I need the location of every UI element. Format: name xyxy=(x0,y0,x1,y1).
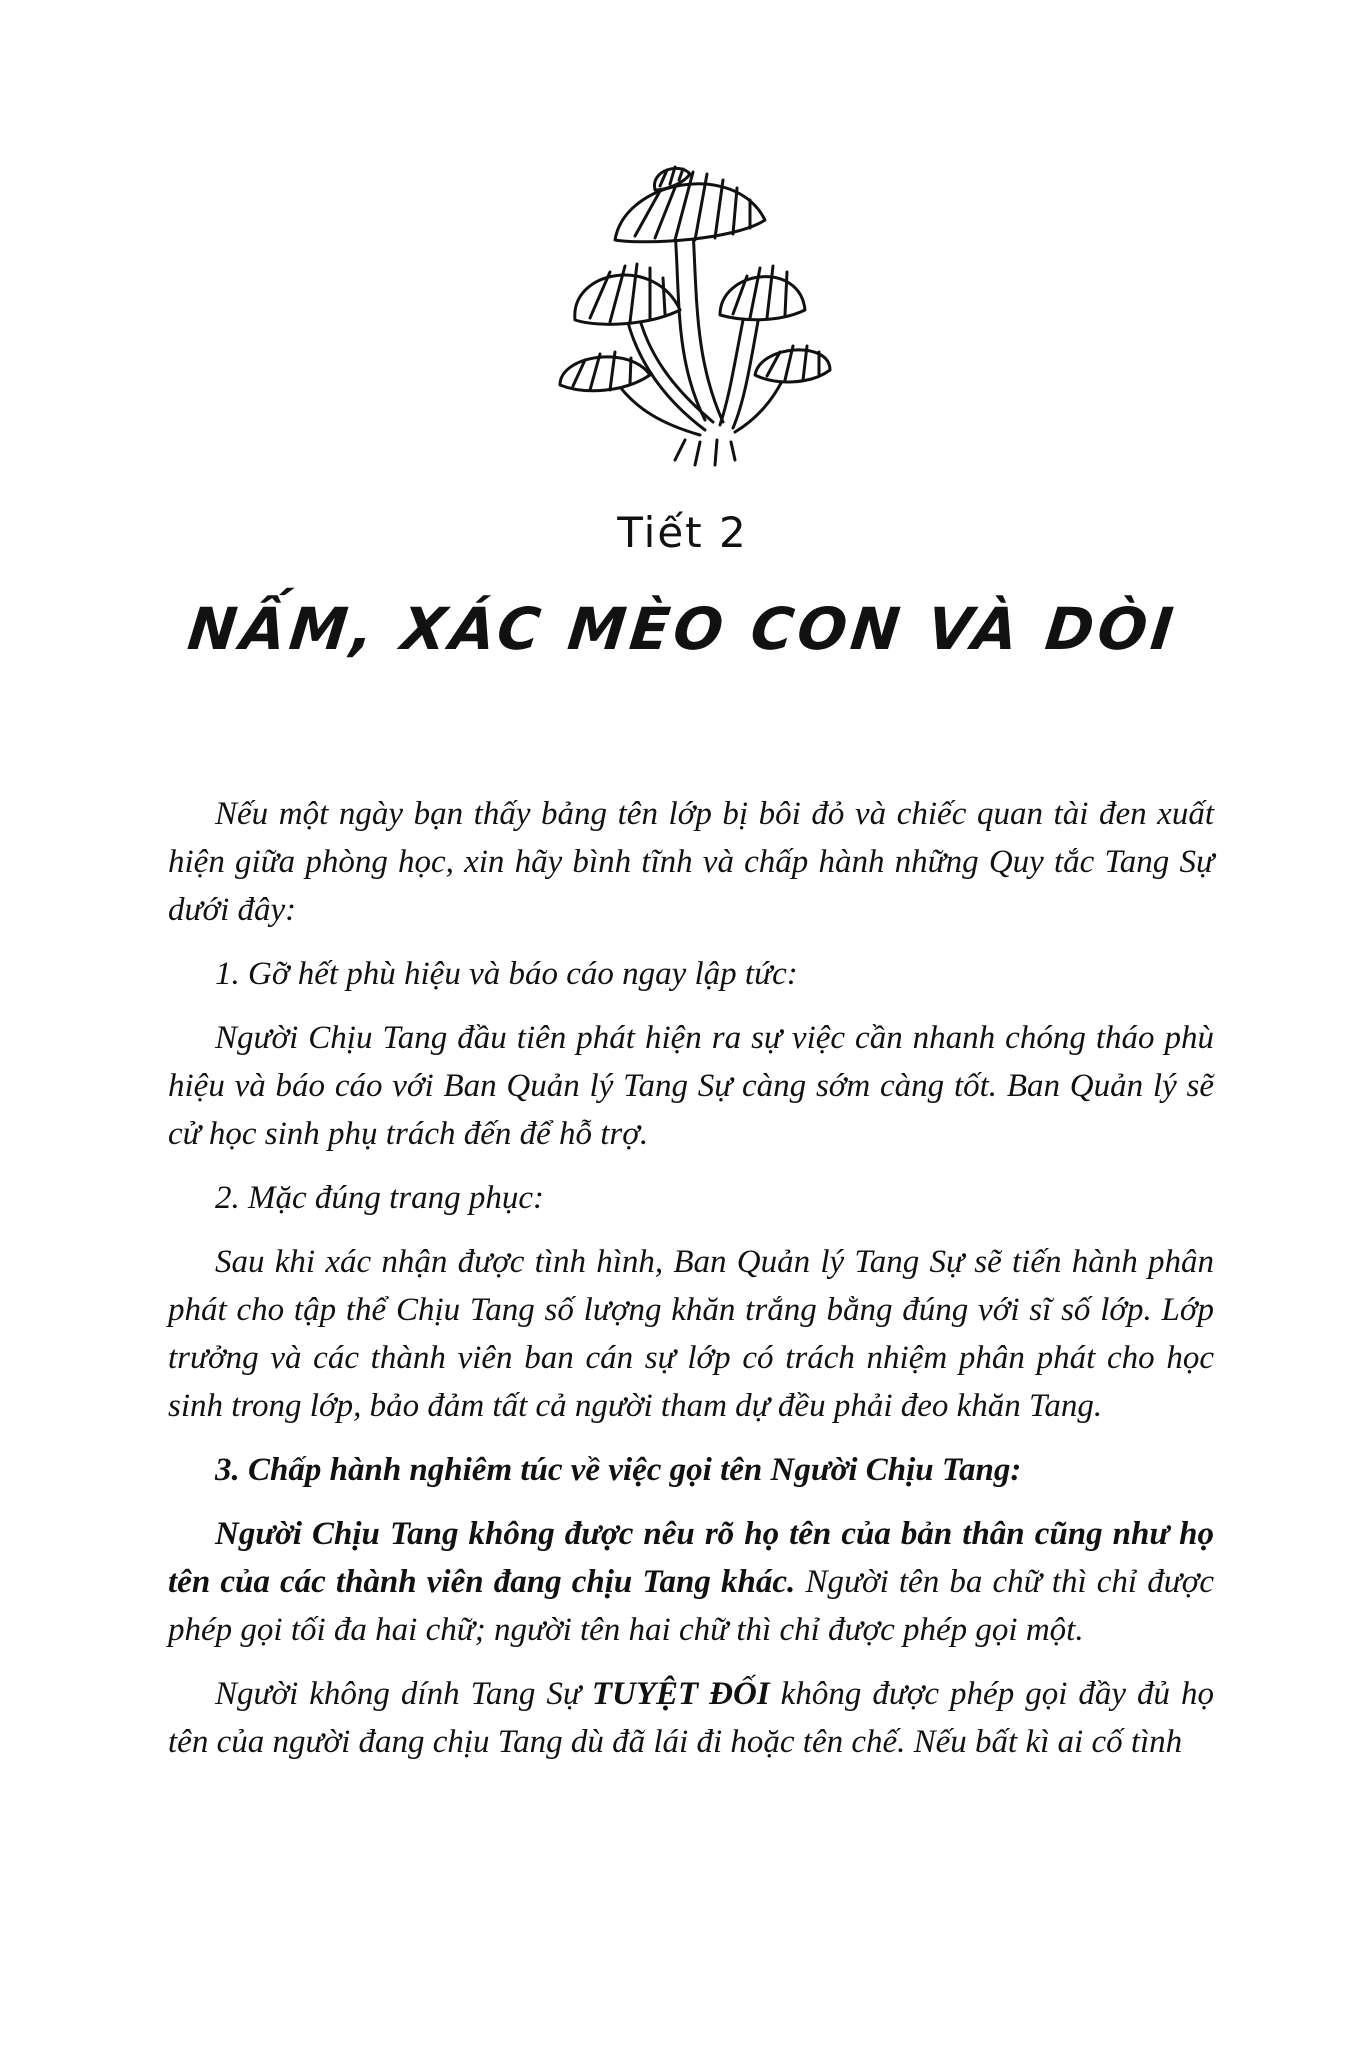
chapter-title: NẤM, XÁC MÈO CON VÀ DÒI xyxy=(184,595,1181,663)
rule3-heading: 3. Chấp hành nghiêm túc về việc gọi tên Người Chịu Tang: xyxy=(215,1452,1022,1488)
rule1-heading: 1. Gỡ hết phù hiệu và báo cáo ngay lập tức: xyxy=(215,956,798,992)
rule3-rest-text: Người tên ba chữ thì chỉ được phép gọi tối đa hai chữ; người tên hai chữ thì chỉ được phép gọi một. xyxy=(168,1564,1214,1648)
chapter-label: Tiết 2 xyxy=(617,508,748,557)
rule3b-start-text: Người không dính Tang Sự xyxy=(215,1676,592,1712)
body-text xyxy=(168,790,1214,1782)
rule1-paragraph: Người Chịu Tang đầu tiên phát hiện ra sự việc cần nhanh chóng tháo phù hiệu và báo cáo với Ban Quản lý Tang Sự càng sớm càng tốt. Ban Quản lý sẽ cử học sinh phụ trách đến để hỗ trợ. xyxy=(168,1020,1214,1152)
rule3b-end-text: không được phép gọi đầy đủ họ tên của người đang chịu Tang dù đã lái đi hoặc tên chế. Nếu bất kì ai cố tình xyxy=(168,1676,1214,1760)
rule2-paragraph: Sau khi xác nhận được tình hình, Ban Quản lý Tang Sự sẽ tiến hành phân phát cho tập thể Chịu Tang số lượng khăn trắng bằng đúng với sĩ số lớp. Lớp trưởng và các thành viên ban cán sự lớp có trách nhiệm phân phát cho học sinh trong lớp, bảo đảm tất cả người tham dự đều phải đeo khăn Tang. xyxy=(168,1244,1214,1424)
intro-paragraph: Nếu một ngày bạn thấy bảng tên lớp bị bôi đỏ và chiếc quan tài đen xuất hiện giữa phòng học, xin hãy bình tĩnh và chấp hành những Quy tắc Tang Sự dưới đây: xyxy=(168,796,1214,928)
rule3b-bold-text: TUYỆT ĐỐI xyxy=(591,1676,770,1712)
rule3-bold-text: Người Chịu Tang không được nêu rõ họ tên của bản thân cũng như họ tên của các thành viên đang chịu Tang khác. xyxy=(168,1516,1214,1600)
rule3-heading-paragraph xyxy=(168,1446,1214,1494)
rule2-heading: 2. Mặc đúng trang phục: xyxy=(215,1180,545,1216)
rule3b-paragraph xyxy=(168,1670,1214,1766)
mushroom-cluster-icon xyxy=(555,160,835,480)
rule3-paragraph xyxy=(168,1510,1214,1654)
